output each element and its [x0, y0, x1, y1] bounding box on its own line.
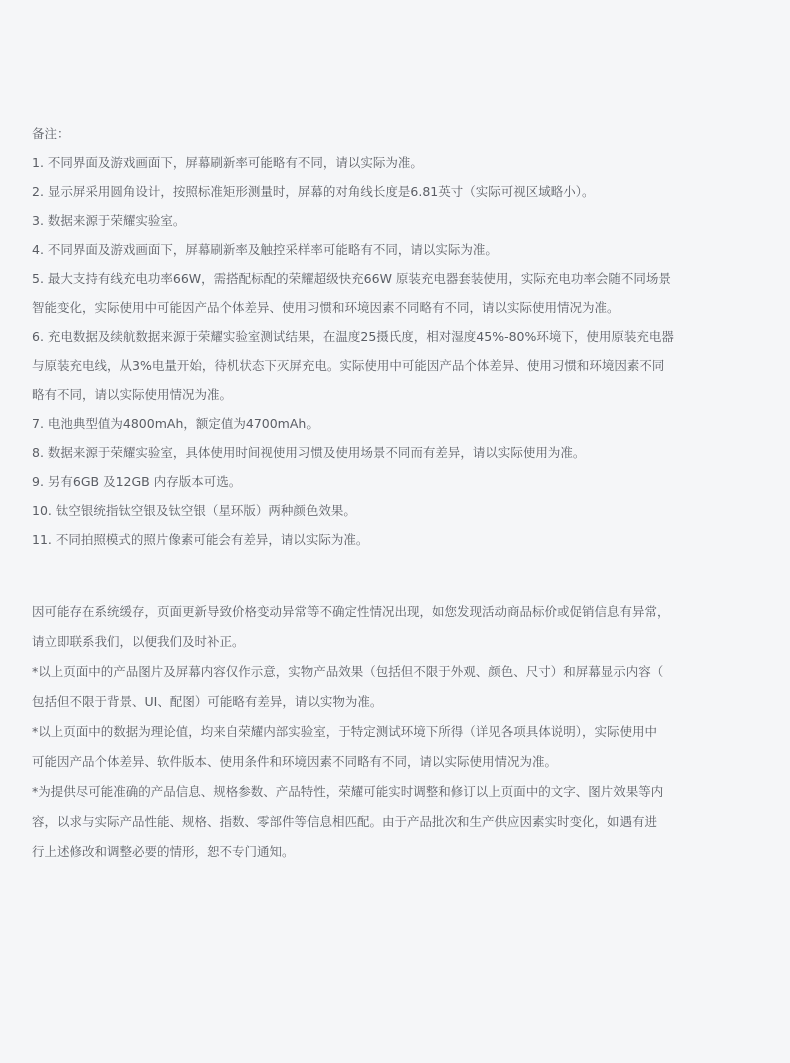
disclaimer-line: 因可能存在系统缓存，页面更新导致价格变动异常等不确定性情况出现，如您发现活动商品标价或促销信息有异常，	[32, 604, 670, 619]
disclaimer-section	[32, 597, 766, 867]
note-line: 7. 电池典型值为4800mAh，额定值为4700mAh。	[32, 416, 319, 431]
note-line: 9. 另有6GB 及12GB 内存版本可选。	[32, 474, 242, 489]
note-line: 5. 最大支持有线充电功率66W，需搭配标配的荣耀超级快充66W 原装充电器套装使用，实际充电功率会随不同场景	[32, 271, 671, 286]
notes-section	[32, 119, 766, 554]
note-line: 4. 不同界面及游戏画面下，屏幕刷新率及触控采样率可能略有不同，请以实际为准。	[32, 242, 498, 257]
disclaimer-line: *为提供尽可能准确的产品信息、规格参数、产品特性，荣耀可能实时调整和修订以上页面中的文字、图片效果等内	[32, 784, 664, 799]
note-line: 3. 数据来源于荣耀实验室。	[32, 213, 186, 228]
disclaimer-line: 包括但不限于背景、UI、配图）可能略有差异，请以实物为准。	[32, 694, 383, 709]
disclaimer-line: *以上页面中的数据为理论值，均来自荣耀内部实验室，于特定测试环境下所得（详见各项具体说明），实际使用中	[32, 724, 658, 739]
notes-heading: 备注：	[32, 126, 70, 141]
note-line: 8. 数据来源于荣耀实验室，具体使用时间视使用习惯及使用场景不同而有差异，请以实际使用为准。	[32, 445, 586, 460]
note-line: 略有不同，请以实际使用情况为准。	[32, 387, 233, 402]
disclaimer-line: 可能因产品个体差异、软件版本、使用条件和环境因素不同略有不同，请以实际使用情况为准。	[32, 754, 558, 769]
disclaimer-line: 请立即联系我们，以便我们及时补正。	[32, 634, 245, 649]
note-line: 智能变化，实际使用中可能因产品个体差异、使用习惯和环境因素不同略有不同，请以实际使用情况为准。	[32, 300, 620, 315]
disclaimer-line: 行上述修改和调整必要的情形，恕不专门通知。	[32, 844, 295, 859]
disclaimer-line: 容，以求与实际产品性能、规格、指数、零部件等信息相匹配。由于产品批次和生产供应因素实时变化，如遇有进	[32, 814, 658, 829]
section-spacer	[32, 554, 766, 597]
note-line: 10. 钛空银统指钛空银及钛空银（星环版）两种颜色效果。	[32, 503, 356, 518]
note-line: 11. 不同拍照模式的照片像素可能会有差异，请以实际为准。	[32, 532, 369, 547]
notes-content	[32, 119, 766, 867]
note-line: 6. 充电数据及续航数据来源于荣耀实验室测试结果，在温度25摄氏度，相对湿度45%-80%环境下，使用原装充电器	[32, 329, 674, 344]
note-line: 2. 显示屏采用圆角设计，按照标准矩形测量时，屏幕的对角线长度是6.81英寸（实际可视区域略小）。	[32, 184, 595, 199]
note-line: 与原装充电线，从3%电量开始，待机状态下灭屏充电。实际使用中可能因产品个体差异、使用习惯和环境因素不同	[32, 358, 665, 373]
disclaimer-line: *以上页面中的产品图片及屏幕内容仅作示意，实物产品效果（包括但不限于外观、颜色、尺寸）和屏幕显示内容（	[32, 664, 664, 679]
note-line: 1. 不同界面及游戏画面下，屏幕刷新率可能略有不同，请以实际为准。	[32, 155, 423, 170]
